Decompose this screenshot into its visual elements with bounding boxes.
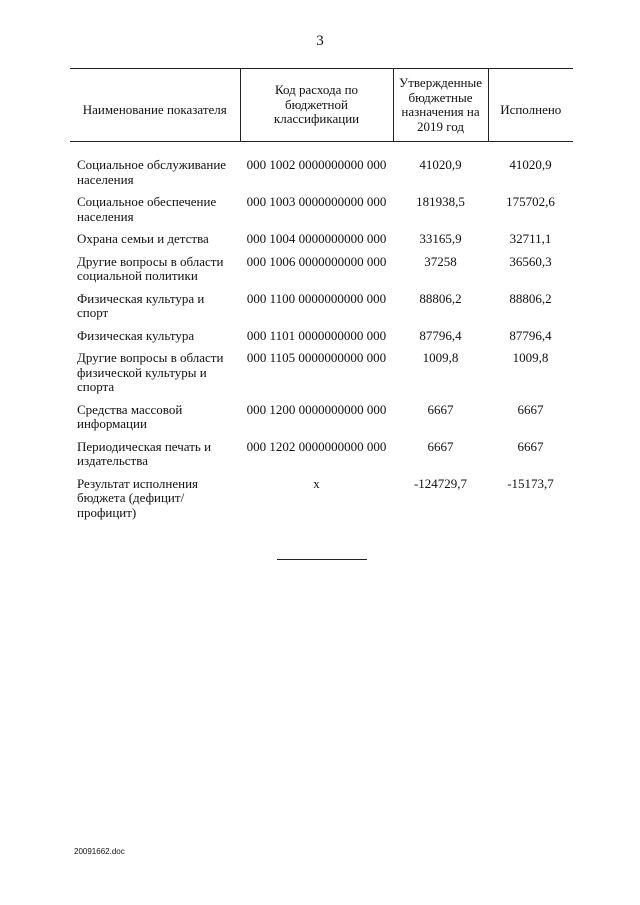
- section-divider: [277, 559, 367, 560]
- header-executed: Исполнено: [488, 69, 573, 142]
- row-approved: 181938,5: [416, 194, 465, 209]
- row-approved: 88806,2: [419, 290, 462, 306]
- row-approved: 33165,9: [419, 231, 462, 246]
- row-code: 000 1105 0000000000 000: [246, 350, 387, 365]
- row-executed: -15173,7: [507, 475, 554, 491]
- row-name: Социальное обеспечение населения: [77, 194, 217, 224]
- row-executed: 6667: [517, 401, 544, 417]
- row-approved: 1009,8: [422, 350, 459, 365]
- row-name: Периодическая печать и издательства: [77, 438, 212, 468]
- row-name: Средства массовой информации: [77, 401, 183, 431]
- page-number: 3: [316, 33, 324, 49]
- row-approved: 41020,9: [419, 157, 462, 172]
- row-executed: 175702,6: [506, 194, 555, 209]
- table-row: [70, 255, 573, 292]
- row-code: 000 1100 0000000000 000: [246, 290, 387, 306]
- row-name: Охрана семьи и детства: [77, 231, 209, 246]
- row-name: Другие вопросы в области физической культуры и спорта: [77, 350, 224, 394]
- row-executed: 36560,3: [509, 253, 552, 269]
- row-approved: 6667: [427, 401, 454, 417]
- table-row: [70, 477, 573, 529]
- table-row: [70, 232, 573, 255]
- row-code: 000 1004 0000000000 000: [246, 231, 387, 246]
- table-row: [70, 329, 573, 352]
- table-row: [70, 142, 573, 196]
- budget-table: [70, 68, 573, 528]
- row-name: Физическая культура: [77, 327, 195, 343]
- row-code: 000 1006 0000000000 000: [246, 253, 387, 269]
- row-approved: -124729,7: [413, 475, 468, 491]
- row-approved: 6667: [427, 438, 454, 454]
- row-name: Социальное обслуживание населения: [77, 157, 227, 187]
- header-indicator-name: Наименование показателя: [70, 69, 240, 142]
- row-code: 000 1101 0000000000 000: [246, 327, 387, 343]
- row-executed: 32711,1: [509, 231, 552, 246]
- table-row: [70, 351, 573, 403]
- row-approved: 87796,4: [419, 327, 462, 343]
- row-name: Другие вопросы в области социальной политики: [77, 253, 224, 283]
- row-code: 000 1202 0000000000 000: [246, 438, 387, 454]
- row-executed: 88806,2: [509, 290, 552, 306]
- table-row: [70, 440, 573, 477]
- row-approved: 37258: [424, 253, 457, 269]
- table-row: [70, 195, 573, 232]
- row-executed: 6667: [517, 438, 544, 454]
- table-row: [70, 292, 573, 329]
- row-name: Результат исполнения бюджета (дефицит/профицит): [77, 475, 199, 520]
- row-executed: 87796,4: [509, 327, 552, 343]
- row-code: 000 1200 0000000000 000: [246, 401, 387, 417]
- table-row: [70, 403, 573, 440]
- row-code: 000 1002 0000000000 000: [246, 157, 387, 172]
- table-body: [70, 142, 573, 529]
- footer-filename: 20091662.doc: [74, 847, 125, 856]
- row-code: 000 1003 0000000000 000: [246, 194, 387, 209]
- row-code: x: [313, 475, 320, 491]
- table-header: [70, 69, 573, 142]
- header-approved: Утвержденные бюджетные назначения на 2019 год: [393, 69, 488, 142]
- row-name: Физическая культура и спорт: [77, 290, 205, 320]
- header-expense-code: Код расхода по бюджетной классификации: [240, 69, 393, 142]
- row-executed: 1009,8: [512, 350, 549, 365]
- row-executed: 41020,9: [509, 157, 552, 172]
